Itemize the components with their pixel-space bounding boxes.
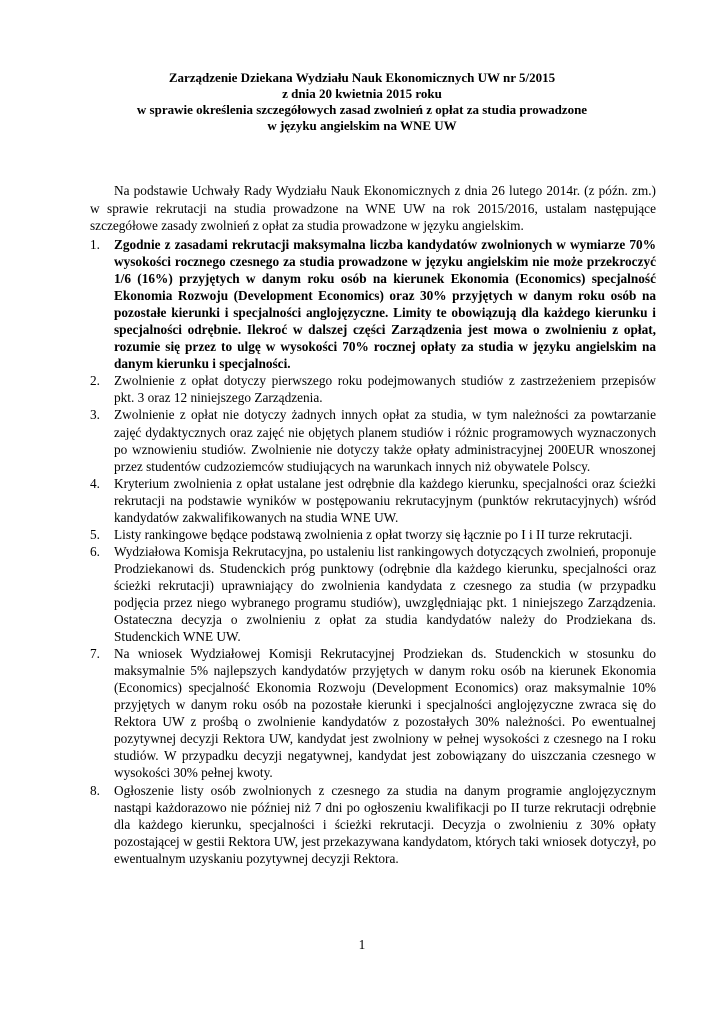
item-text: Wydziałowa Komisja Rekrutacyjna, po ustaleniu list rankingowych dotyczących zwolnień, proponuje Prodziekanowi ds. Studenckich próg punktowy (odrębnie dla każdego kierunku, specjalności oraz ścieżki rekrutacji) uprawniający do zwolnienia kandydata z czesnego za studia (w przypadku podjęcia przez niego wybranego programu studiów), uwzględniając pkt. 1 niniejszego Zarządzenia. Ostateczna decyzja o zwolnieniu z opłat za studia kandydatów należy do Prodziekana ds. Studenckich WNE UW.	[114, 543, 656, 645]
document-title	[80, 70, 644, 134]
list-item	[90, 372, 656, 406]
item-text: Ogłoszenie listy osób zwolnionych z czesnego za studia na danym programie anglojęzycznym nastąpi każdorazowo nie później niż 7 dni po ogłoszeniu kwalifikacji po II turze rekrutacji odrębnie dla każdego kierunku, specjalności i ścieżki rekrutacji. Decyzja o zwolnieniu z 30% opłaty pozostającej w gestii Rektora UW, jest przekazywana kandydatom, których taki wniosek dotyczył, po ewentualnym uzyskaniu pozytywnej decyzji Rektora.	[114, 782, 656, 866]
item-text: Kryterium zwolnienia z opłat ustalane jest odrębnie dla każdego kierunku, specjalności oraz ścieżki rekrutacji na podstawie wyników w postępowaniu rekrutacyjnym (punktów rekrutacyjnych) wśród kandydatów zakwalifikowanych na studia WNE UW.	[114, 475, 656, 525]
list-item	[90, 782, 656, 867]
item-number: 8.	[90, 782, 100, 798]
item-text: Na wniosek Wydziałowej Komisji Rekrutacyjnej Prodziekan ds. Studenckich w stosunku do maksymalnie 5% najlepszych kandydatów przyjętych w danym roku osób na kierunek Ekonomia (Economics) specjalność Ekonomia Rozwoju (Development Economics) oraz maksymalnie 10% przyjętych w danym roku osób na pozostałe kierunki i specjalności anglojęzyczne zwraca się do Rektora UW z prośbą o zwolnienie kandydatów z pozostałych 30% należności. Po ewentualnej pozytywnej decyzji Rektora UW, kandydat jest zwolniony w pełnej wysokości z czesnego na I roku studiów. W przypadku decyzji negatywnej, kandydat jest zobowiązany do uiszczania czesnego w wysokości 30% pełnej kwoty.	[114, 646, 656, 781]
item-number: 7.	[90, 646, 100, 662]
title-line: Zarządzenie Dziekana Wydziału Nauk Ekonomicznych UW nr 5/2015	[168, 70, 556, 85]
item-number: 5.	[90, 526, 100, 542]
list-item	[90, 526, 656, 543]
item-text: Zgodnie z zasadami rekrutacji maksymalna liczba kandydatów zwolnionych w wymiarze 70% wysokości rocznego czesnego za studia prowadzone w języku angielskim nie może przekroczyć 1/6 (16%) przyjętych w danym roku osób na kierunek Ekonomia (Economics) specjalność Ekonomia Rozwoju (Development Economics) oraz 30% przyjętych w danym roku osób na pozostałe kierunki i specjalności anglojęzyczne. Limity te obowiązują dla każdego kierunku i specjalności odrębnie. Ilekroć w dalszej części Zarządzenia jest mowa o zwolnieniu z opłat, rozumie się przez to ulgę w wysokości 70% rocznej opłaty za studia w języku angielskim na danym kierunku i specjalności.	[114, 237, 656, 372]
item-number: 2.	[90, 373, 100, 389]
title-line: w sprawie określenia szczegółowych zasad zwolnień z opłat za studia prowadzone	[136, 102, 588, 117]
list-item	[90, 406, 656, 474]
intro-paragraph: Na podstawie Uchwały Rady Wydziału Nauk Ekonomicznych z dnia 26 lutego 2014r. (z późn. zm.) w sprawie rekrutacji na studia prowadzone na WNE UW na rok 2015/2016, ustalam następujące szczegółowe zasady zwolnień z opłat za studia prowadzone w języku angielskim.	[90, 183, 656, 234]
list-item	[90, 475, 656, 526]
provisions-list	[90, 236, 656, 867]
item-text: Zwolnienie z opłat dotyczy pierwszego roku podejmowanych studiów z zastrzeżeniem przepisów pkt. 3 oraz 12 niniejszego Zarządzenia.	[114, 373, 656, 406]
list-item	[90, 236, 656, 372]
title-line: w języku angielskim na WNE UW	[267, 118, 457, 133]
list-item	[90, 543, 656, 645]
page-number: 1	[358, 937, 366, 952]
list-item	[90, 645, 656, 781]
item-text: Listy rankingowe będące podstawą zwolnienia z opłat tworzy się łącznie po I i II turze rekrutacji.	[114, 526, 633, 542]
item-text: Zwolnienie z opłat nie dotyczy żadnych innych opłat za studia, w tym należności za powtarzanie zajęć dydaktycznych oraz zajęć nie objętych planem studiów i różnic programowych wyznaczonych po wznowieniu studiów. Zwolnienie nie dotyczy także opłaty administracyjnej 200EUR wnoszonej przez studentów cudzoziemców studiujących na warunkach innych niż obywatele Polscy.	[114, 407, 656, 474]
title-line: z dnia 20 kwietnia 2015 roku	[282, 86, 442, 101]
item-number: 4.	[90, 475, 100, 491]
item-number: 3.	[90, 407, 100, 423]
item-number: 6.	[90, 543, 100, 559]
item-number: 1.	[90, 237, 100, 252]
